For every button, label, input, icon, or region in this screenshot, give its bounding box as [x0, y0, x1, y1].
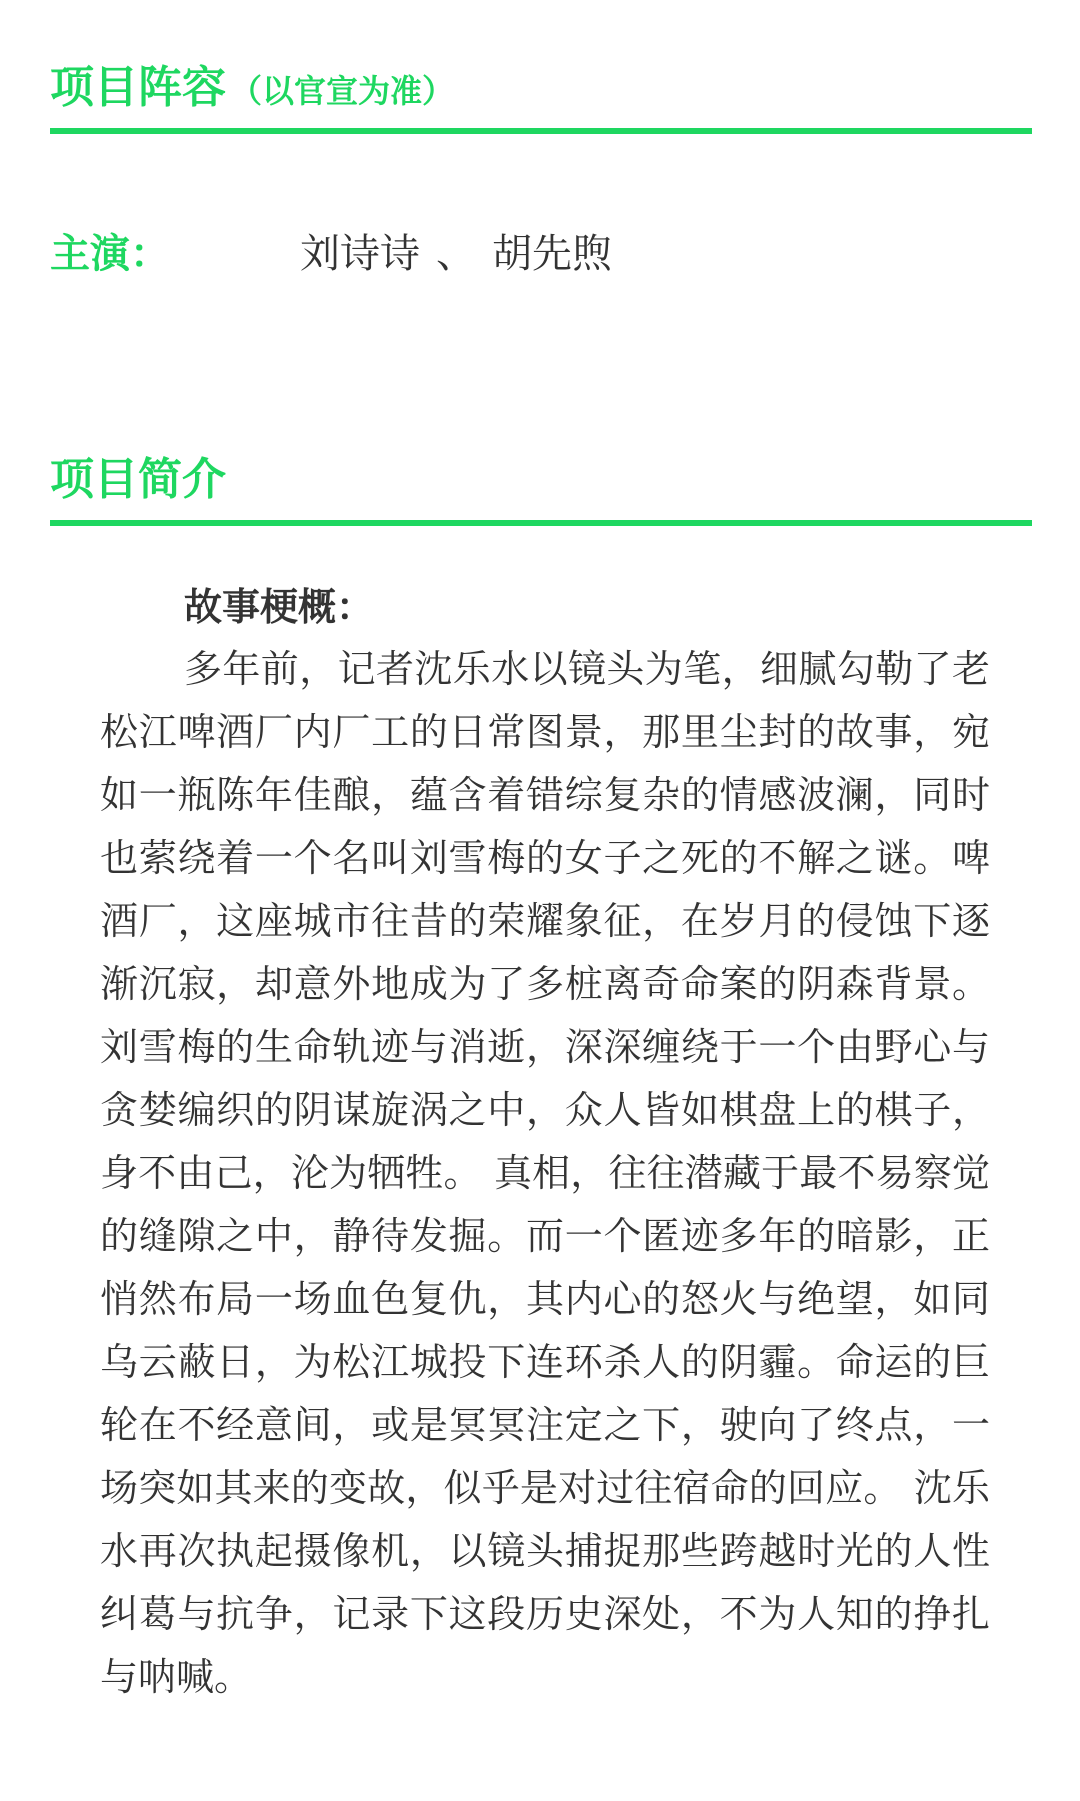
actor-separator: 、 [436, 231, 476, 277]
intro-section-title [50, 452, 226, 508]
synopsis-heading: 故事梗概： [184, 585, 375, 629]
actor-name: 刘诗诗 [300, 231, 420, 277]
synopsis-block [100, 576, 990, 1709]
lead-actors-label: 主演： [50, 231, 170, 277]
lineup-title: 项目阵容 [50, 62, 226, 113]
synopsis-text: 多年前，记者沈乐水以镜头为笔，细腻勾勒了老松江啤酒厂内厂工的日常图景，那里尘封的故事，宛如一瓶陈年佳酿，蕴含着错综复杂的情感波澜，同时也萦绕着一个名叫刘雪梅的女子之死的不解之谜。啤酒厂，这座城市往昔的荣耀象征，在岁月的侵蚀下逐渐沉寂，却意外地成为了多桩离奇命案的阴森背景。刘雪梅的生命轨迹与消逝，深深缠绕于一个由野心与贪婪编织的阴谋旋涡之中，众人皆如棋盘上的棋子，身不由己，沦为牺牲。 真相，往往潜藏于最不易察觉的缝隙之中，静待发掘。而一个匿迹多年的暗影，正悄然布局一场血色复仇，其内心的怒火与绝望，如同乌云蔽日，为松江城投下连环杀人的阴霾。命运的巨轮在不经意间，或是冥冥注定之下，驶向了终点，一场突如其来的变故，似乎是对过往宿命的回应。 沈乐水再次执起摄像机，以镜头捕捉那些跨越时光的人性纠葛与抗争，记录下这段历史深处，不为人知的挣扎与呐喊。 [100, 647, 990, 1699]
lead-actors-value [300, 224, 612, 284]
lineup-section-title [50, 60, 454, 119]
intro-divider [50, 520, 1032, 526]
intro-title: 项目简介 [50, 454, 226, 505]
lineup-divider [50, 128, 1032, 134]
lineup-title-note: （以官宣为准） [230, 72, 455, 110]
actor-name: 胡先煦 [492, 231, 612, 277]
